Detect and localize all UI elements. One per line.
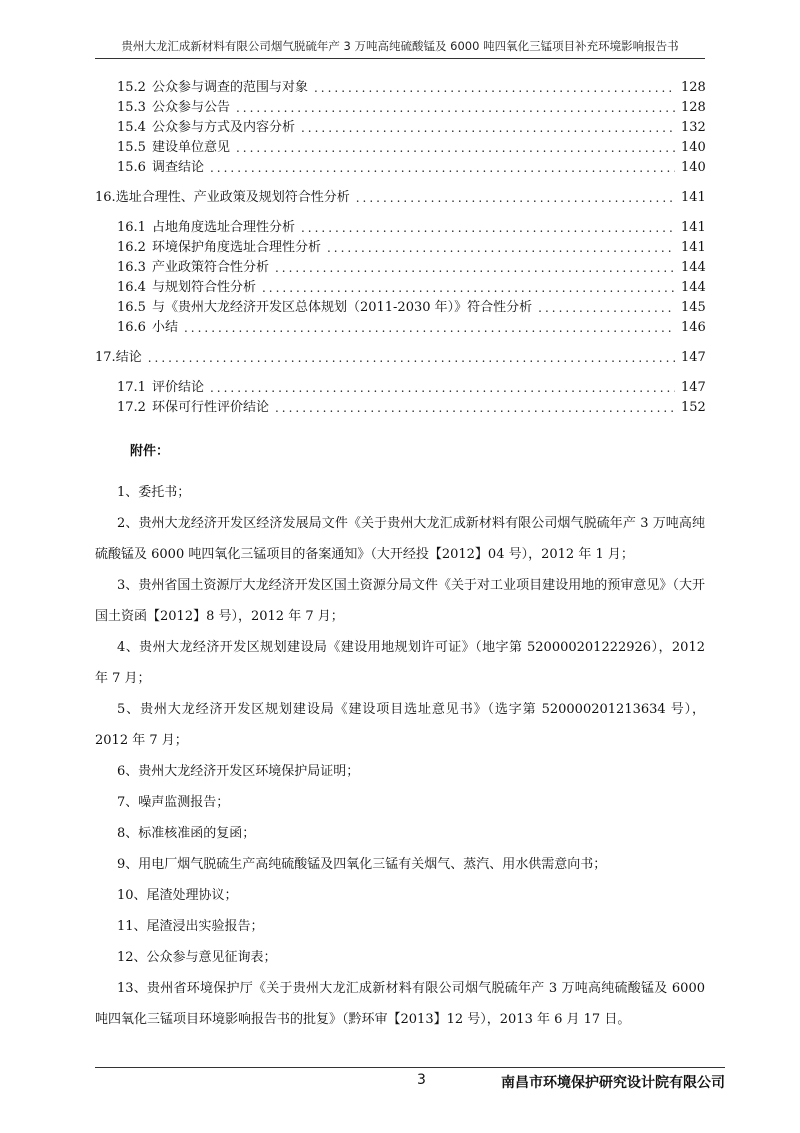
toc-entry[interactable] bbox=[95, 348, 705, 368]
toc-entry-page: 140 bbox=[681, 140, 706, 155]
toc-entry-page: 145 bbox=[681, 300, 706, 315]
toc-entry-page: 141 bbox=[681, 190, 706, 205]
toc-entry-title: 环境保护角度选址合理性分析 bbox=[151, 240, 321, 255]
attachment-item: 13、贵州省环境保护厅《关于贵州大龙汇成新材料有限公司烟气脱硫年产 3 万吨高纯硫酸锰及 6000 吨四氧化三锰项目环境影响报告书的批复》（黔环审【2013】12 号），2013 年 6 月 17 日。 bbox=[95, 981, 705, 1027]
toc-entry-number: 16.6 bbox=[117, 320, 146, 335]
toc-entry-number: 15.4 bbox=[117, 120, 146, 135]
toc-entry-page: 147 bbox=[681, 350, 706, 365]
toc-entry-title: 与规划符合性分析 bbox=[151, 280, 256, 295]
attachments-heading: 附件： bbox=[130, 444, 170, 459]
toc-leader-dots bbox=[210, 378, 675, 398]
toc-leader-dots bbox=[314, 78, 675, 98]
toc-entry[interactable] bbox=[95, 218, 705, 238]
attachment-item: 4、贵州大龙经济开发区规划建设局《建设用地规划许可证》（地字第 520000201222926），2012 年 7 月； bbox=[95, 640, 705, 686]
toc-entry-title: 与《贵州大龙经济开发区总体规划（2011-2030 年）》符合性分析 bbox=[151, 300, 533, 315]
toc-entry-title: 公众参与公告 bbox=[151, 100, 230, 115]
toc-entry-title: 小结 bbox=[151, 320, 178, 335]
toc-leader-dots bbox=[236, 138, 675, 158]
attachment-item: 8、标准核准函的复函； bbox=[117, 826, 256, 841]
table-of-contents bbox=[95, 78, 705, 418]
toc-entry-number: 16.1 bbox=[117, 220, 146, 235]
page-footer bbox=[95, 1072, 725, 1094]
attachment-item: 6、贵州大龙经济开发区环境保护局证明； bbox=[117, 764, 360, 779]
toc-entry[interactable] bbox=[95, 298, 705, 318]
toc-entry[interactable] bbox=[95, 238, 705, 258]
page-number: 3 bbox=[417, 1072, 426, 1088]
attachment-item: 5、贵州大龙经济开发区规划建设局《建设项目选址意见书》（选字第 520000201213634 号），2012 年 7 月； bbox=[95, 702, 705, 748]
toc-entry-number: 16.3 bbox=[117, 260, 146, 275]
toc-leader-dots bbox=[538, 298, 675, 318]
toc-entry-page: 128 bbox=[681, 80, 706, 95]
toc-entry-title: 选址合理性、产业政策及规划符合性分析 bbox=[115, 190, 350, 205]
toc-entry-page: 128 bbox=[681, 100, 706, 115]
attachment-item: 2、贵州大龙经济开发区经济发展局文件《关于贵州大龙汇成新材料有限公司烟气脱硫年产 3 万吨高纯硫酸锰及 6000 吨四氧化三锰项目的备案通知》（大开经投【2012】04 号），2012 年 1 月； bbox=[95, 516, 705, 562]
toc-entry-number: 17. bbox=[95, 350, 116, 365]
footer-divider bbox=[95, 1067, 725, 1068]
toc-entry-title: 占地角度选址合理性分析 bbox=[151, 220, 295, 235]
attachment-item: 9、用电厂烟气脱硫生产高纯硫酸锰及四氧化三锰有关烟气、蒸汽、用水供需意向书； bbox=[117, 857, 607, 872]
toc-entry-page: 147 bbox=[681, 380, 706, 395]
toc-entry[interactable] bbox=[95, 258, 705, 278]
toc-leader-dots bbox=[275, 258, 675, 278]
toc-entry-title: 产业政策符合性分析 bbox=[151, 260, 269, 275]
toc-entry-page: 140 bbox=[681, 160, 706, 175]
toc-entry-page: 146 bbox=[681, 320, 706, 335]
toc-entry-number: 17.1 bbox=[117, 380, 146, 395]
toc-entry-title: 建设单位意见 bbox=[151, 140, 230, 155]
attachment-item: 10、尾渣处理协议； bbox=[117, 888, 238, 903]
attachments-list bbox=[95, 477, 705, 1035]
toc-leader-dots bbox=[356, 188, 675, 208]
toc-leader-dots bbox=[148, 348, 675, 368]
toc-entry-page: 152 bbox=[681, 400, 706, 415]
attachment-item: 3、贵州省国土资源厅大龙经济开发区国土资源分局文件《关于对工业项目建设用地的预审意见》（大开国土资函【2012】8 号），2012 年 7 月； bbox=[95, 578, 705, 624]
toc-entry[interactable] bbox=[95, 398, 705, 418]
toc-entry-number: 16.4 bbox=[117, 280, 146, 295]
toc-leader-dots bbox=[275, 398, 675, 418]
page-header: 贵州大龙汇成新材料有限公司烟气脱硫年产 3 万吨高纯硫酸锰及 6000 吨四氧化三锰项目补充环境影响报告书 bbox=[95, 38, 705, 59]
toc-entry-number: 16. bbox=[95, 190, 116, 205]
toc-entry[interactable] bbox=[95, 98, 705, 118]
toc-entry[interactable] bbox=[95, 78, 705, 98]
toc-entry[interactable] bbox=[95, 188, 705, 208]
toc-entry-number: 15.3 bbox=[117, 100, 146, 115]
attachments-section bbox=[95, 440, 705, 1035]
toc-entry[interactable] bbox=[95, 138, 705, 158]
toc-leader-dots bbox=[236, 98, 675, 118]
toc-entry-number: 15.6 bbox=[117, 160, 146, 175]
toc-leader-dots bbox=[210, 158, 675, 178]
attachment-item: 7、噪声监测报告； bbox=[117, 795, 230, 810]
attachment-item: 1、委托书； bbox=[117, 485, 191, 500]
toc-entry-number: 16.5 bbox=[117, 300, 146, 315]
toc-entry-title: 公众参与调查的范围与对象 bbox=[151, 80, 308, 95]
toc-entry-title: 公众参与方式及内容分析 bbox=[151, 120, 295, 135]
toc-leader-dots bbox=[184, 318, 675, 338]
toc-entry-page: 144 bbox=[681, 260, 706, 275]
toc-entry-number: 16.2 bbox=[117, 240, 146, 255]
institute-name: 南昌市环境保护研究设计院有限公司 bbox=[501, 1075, 725, 1091]
toc-entry[interactable] bbox=[95, 278, 705, 298]
toc-entry-page: 141 bbox=[681, 220, 706, 235]
toc-entry-number: 15.2 bbox=[117, 80, 146, 95]
toc-leader-dots bbox=[327, 238, 675, 258]
toc-entry-page: 141 bbox=[681, 240, 706, 255]
toc-entry[interactable] bbox=[95, 158, 705, 178]
toc-entry-title: 调查结论 bbox=[151, 160, 204, 175]
toc-entry-page: 144 bbox=[681, 280, 706, 295]
toc-entry-number: 15.5 bbox=[117, 140, 146, 155]
toc-entry-page: 132 bbox=[681, 120, 706, 135]
toc-entry[interactable] bbox=[95, 318, 705, 338]
toc-entry-title: 结论 bbox=[115, 350, 142, 365]
toc-leader-dots bbox=[301, 218, 675, 238]
toc-leader-dots bbox=[262, 278, 675, 298]
toc-entry[interactable] bbox=[95, 378, 705, 398]
attachment-item: 12、公众参与意见征询表； bbox=[117, 950, 277, 965]
toc-entry-title: 评价结论 bbox=[151, 380, 204, 395]
toc-entry[interactable] bbox=[95, 118, 705, 138]
toc-leader-dots bbox=[301, 118, 675, 138]
attachment-item: 11、尾渣浸出实验报告； bbox=[117, 919, 264, 934]
toc-entry-number: 17.2 bbox=[117, 400, 146, 415]
toc-entry-title: 环保可行性评价结论 bbox=[151, 400, 269, 415]
